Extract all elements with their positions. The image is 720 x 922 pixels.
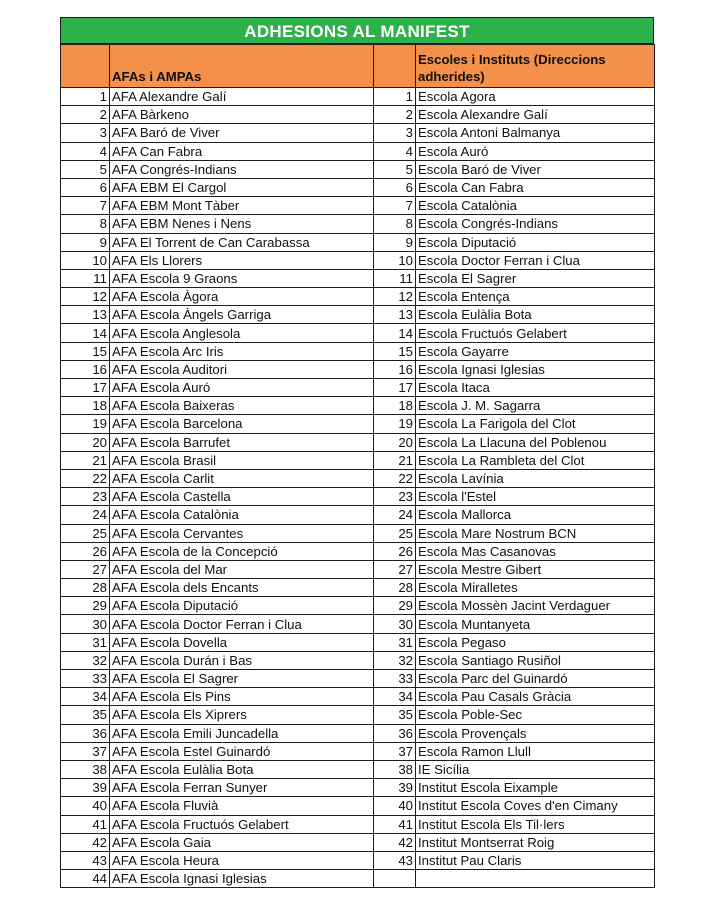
sheet-title: ADHESIONS AL MANIFEST <box>60 17 654 44</box>
escola-name <box>416 870 655 888</box>
table-row <box>61 451 655 469</box>
afa-name: AFA Can Fabra <box>110 142 374 160</box>
afa-number: 11 <box>61 269 110 287</box>
afa-number: 10 <box>61 251 110 269</box>
afa-number: 25 <box>61 524 110 542</box>
afa-number: 43 <box>61 851 110 869</box>
afa-name: AFA Escola El Sagrer <box>110 670 374 688</box>
afa-name: AFA Escola 9 Graons <box>110 269 374 287</box>
afa-number: 31 <box>61 633 110 651</box>
table-row <box>61 851 655 869</box>
escola-name: Escola Agora <box>416 88 655 106</box>
adhesions-table <box>60 44 655 888</box>
escola-number: 38 <box>374 760 416 778</box>
header-number-cell <box>61 45 110 88</box>
table-row <box>61 797 655 815</box>
escola-number: 25 <box>374 524 416 542</box>
afa-number: 37 <box>61 742 110 760</box>
table-row <box>61 397 655 415</box>
afa-number: 8 <box>61 215 110 233</box>
table-row <box>61 379 655 397</box>
afa-name: AFA Escola Catalònia <box>110 506 374 524</box>
escola-number: 29 <box>374 597 416 615</box>
escola-name: Escola Diputació <box>416 233 655 251</box>
escola-name: Escola Alexandre Galí <box>416 106 655 124</box>
escola-name: Escola Mare Nostrum BCN <box>416 524 655 542</box>
afa-name: AFA Escola Emili Juncadella <box>110 724 374 742</box>
table-row <box>61 324 655 342</box>
afa-name: AFA Escola Cervantes <box>110 524 374 542</box>
escola-number: 21 <box>374 451 416 469</box>
header-row <box>61 45 655 88</box>
escola-name: Escola Ignasi Iglesias <box>416 360 655 378</box>
afa-number: 14 <box>61 324 110 342</box>
escola-number: 36 <box>374 724 416 742</box>
table-row <box>61 742 655 760</box>
afa-name: AFA Escola Doctor Ferran i Clua <box>110 615 374 633</box>
escola-name: Escola Itaca <box>416 379 655 397</box>
table-row <box>61 288 655 306</box>
escola-number: 22 <box>374 469 416 487</box>
escola-number: 7 <box>374 197 416 215</box>
afa-name: AFA Escola Barcelona <box>110 415 374 433</box>
escola-name: Escola Can Fabra <box>416 178 655 196</box>
afa-number: 44 <box>61 870 110 888</box>
afa-number: 23 <box>61 488 110 506</box>
table-row <box>61 488 655 506</box>
escola-number: 15 <box>374 342 416 360</box>
afa-number: 38 <box>61 760 110 778</box>
afa-name: AFA Escola Àngels Garriga <box>110 306 374 324</box>
table-row <box>61 197 655 215</box>
escola-number: 39 <box>374 779 416 797</box>
table-row <box>61 269 655 287</box>
afa-number: 42 <box>61 833 110 851</box>
escola-name: Institut Escola Eixample <box>416 779 655 797</box>
afa-name: AFA Escola Heura <box>110 851 374 869</box>
escola-number: 23 <box>374 488 416 506</box>
afa-number: 22 <box>61 469 110 487</box>
escola-number: 42 <box>374 833 416 851</box>
afa-number: 15 <box>61 342 110 360</box>
escola-number: 3 <box>374 124 416 142</box>
afa-name: AFA Escola Durán i Bas <box>110 651 374 669</box>
afa-number: 12 <box>61 288 110 306</box>
escola-name: Escola Poble-Sec <box>416 706 655 724</box>
escola-name: Escola Congrés-Indians <box>416 215 655 233</box>
escola-number: 9 <box>374 233 416 251</box>
afa-number: 18 <box>61 397 110 415</box>
escola-name: Escola Santiago Rusiñol <box>416 651 655 669</box>
escola-name: Escola Mas Casanovas <box>416 542 655 560</box>
escola-name: Escola Pau Casals Gràcia <box>416 688 655 706</box>
escola-name: Escola Lavínia <box>416 469 655 487</box>
escola-name: Escola Parc del Guinardó <box>416 670 655 688</box>
table-row <box>61 706 655 724</box>
table-row <box>61 542 655 560</box>
escola-name: Escola Antoni Balmanya <box>416 124 655 142</box>
escola-number: 18 <box>374 397 416 415</box>
escola-name: Escola Catalònia <box>416 197 655 215</box>
afa-name: AFA Baró de Viver <box>110 124 374 142</box>
table-row <box>61 142 655 160</box>
table-row <box>61 215 655 233</box>
afa-name: AFA Escola Diputació <box>110 597 374 615</box>
afa-name: AFA El Torrent de Can Carabassa <box>110 233 374 251</box>
escola-number: 10 <box>374 251 416 269</box>
afa-name: AFA Escola Ignasi Iglesias <box>110 870 374 888</box>
escola-name: Escola Provençals <box>416 724 655 742</box>
table-row <box>61 815 655 833</box>
afa-number: 40 <box>61 797 110 815</box>
escola-name: Institut Escola Els Til·lers <box>416 815 655 833</box>
escola-number <box>374 870 416 888</box>
afa-number: 41 <box>61 815 110 833</box>
table-row <box>61 469 655 487</box>
table-row <box>61 833 655 851</box>
escola-number: 17 <box>374 379 416 397</box>
afa-name: AFA Escola Brasil <box>110 451 374 469</box>
table-row <box>61 579 655 597</box>
afa-number: 6 <box>61 178 110 196</box>
afa-name: AFA Escola Àgora <box>110 288 374 306</box>
escola-number: 2 <box>374 106 416 124</box>
table-row <box>61 724 655 742</box>
escola-name: Escola Eulàlia Bota <box>416 306 655 324</box>
afa-name: AFA Escola de la Concepció <box>110 542 374 560</box>
afa-number: 19 <box>61 415 110 433</box>
afa-number: 29 <box>61 597 110 615</box>
escola-number: 41 <box>374 815 416 833</box>
afa-name: AFA Escola del Mar <box>110 560 374 578</box>
afa-number: 39 <box>61 779 110 797</box>
table-row <box>61 415 655 433</box>
escola-name: IE Sicília <box>416 760 655 778</box>
table-row <box>61 342 655 360</box>
afa-number: 26 <box>61 542 110 560</box>
escola-number: 24 <box>374 506 416 524</box>
escola-number: 12 <box>374 288 416 306</box>
afa-number: 21 <box>61 451 110 469</box>
escola-name: Escola Fructuós Gelabert <box>416 324 655 342</box>
afa-name: AFA Escola Auró <box>110 379 374 397</box>
afa-number: 17 <box>61 379 110 397</box>
escola-name: Escola Doctor Ferran i Clua <box>416 251 655 269</box>
afa-name: AFA Escola Auditori <box>110 360 374 378</box>
escola-name: Escola La Rambleta del Clot <box>416 451 655 469</box>
escola-name: Escola La Llacuna del Poblenou <box>416 433 655 451</box>
afa-name: AFA Escola Gaia <box>110 833 374 851</box>
afa-name: AFA Alexandre Galí <box>110 88 374 106</box>
afa-name: AFA Escola Arc Iris <box>110 342 374 360</box>
afa-number: 1 <box>61 88 110 106</box>
afa-name: AFA Escola Barrufet <box>110 433 374 451</box>
table-row <box>61 615 655 633</box>
escola-name: Escola La Farigola del Clot <box>416 415 655 433</box>
afa-name: AFA Escola Carlit <box>110 469 374 487</box>
escola-number: 32 <box>374 651 416 669</box>
afa-name: AFA Escola Estel Guinardó <box>110 742 374 760</box>
afa-number: 34 <box>61 688 110 706</box>
escola-number: 19 <box>374 415 416 433</box>
escola-name: Escola Mestre Gibert <box>416 560 655 578</box>
escola-name: Escola Mallorca <box>416 506 655 524</box>
escola-number: 5 <box>374 160 416 178</box>
escola-number: 14 <box>374 324 416 342</box>
escola-number: 31 <box>374 633 416 651</box>
escola-name: Escola Ramon Llull <box>416 742 655 760</box>
afa-name: AFA Escola Fluvià <box>110 797 374 815</box>
afa-number: 20 <box>61 433 110 451</box>
table-row <box>61 506 655 524</box>
afa-name: AFA Bàrkeno <box>110 106 374 124</box>
table-row <box>61 251 655 269</box>
table-row <box>61 651 655 669</box>
afa-name: AFA Escola Els Pins <box>110 688 374 706</box>
afa-number: 32 <box>61 651 110 669</box>
afa-number: 24 <box>61 506 110 524</box>
afa-number: 35 <box>61 706 110 724</box>
escola-name: Escola Miralletes <box>416 579 655 597</box>
afa-name: AFA EBM Mont Tàber <box>110 197 374 215</box>
afa-number: 16 <box>61 360 110 378</box>
escola-number: 20 <box>374 433 416 451</box>
escola-name: Institut Pau Claris <box>416 851 655 869</box>
escola-number: 43 <box>374 851 416 869</box>
table-row <box>61 124 655 142</box>
table-row <box>61 88 655 106</box>
afa-number: 3 <box>61 124 110 142</box>
afa-number: 2 <box>61 106 110 124</box>
table-row <box>61 233 655 251</box>
escola-number: 6 <box>374 178 416 196</box>
table-row <box>61 306 655 324</box>
escola-number: 30 <box>374 615 416 633</box>
header-afas: AFAs i AMPAs <box>110 45 374 88</box>
table-row <box>61 597 655 615</box>
escola-number: 28 <box>374 579 416 597</box>
afa-number: 4 <box>61 142 110 160</box>
afa-name: AFA Els Llorers <box>110 251 374 269</box>
escola-name: Escola Baró de Viver <box>416 160 655 178</box>
afa-name: AFA Escola Els Xiprers <box>110 706 374 724</box>
escola-number: 4 <box>374 142 416 160</box>
escola-name: Escola Pegaso <box>416 633 655 651</box>
escola-number: 26 <box>374 542 416 560</box>
spreadsheet <box>60 17 654 888</box>
escola-name: Escola Entença <box>416 288 655 306</box>
escola-number: 40 <box>374 797 416 815</box>
escola-name: Escola J. M. Sagarra <box>416 397 655 415</box>
table-row <box>61 433 655 451</box>
afa-name: AFA Escola Ferran Sunyer <box>110 779 374 797</box>
afa-number: 36 <box>61 724 110 742</box>
escola-name: Escola El Sagrer <box>416 269 655 287</box>
escola-name: Escola Mossèn Jacint Verdaguer <box>416 597 655 615</box>
afa-name: AFA EBM El Cargol <box>110 178 374 196</box>
escola-number: 35 <box>374 706 416 724</box>
afa-name: AFA Escola Dovella <box>110 633 374 651</box>
escola-name: Escola l'Estel <box>416 488 655 506</box>
table-row <box>61 524 655 542</box>
afa-number: 13 <box>61 306 110 324</box>
afa-name: AFA Escola Anglesola <box>110 324 374 342</box>
table-row <box>61 160 655 178</box>
escola-name: Escola Gayarre <box>416 342 655 360</box>
escola-number: 33 <box>374 670 416 688</box>
afa-name: AFA EBM Nenes i Nens <box>110 215 374 233</box>
afa-number: 7 <box>61 197 110 215</box>
afa-name: AFA Escola dels Encants <box>110 579 374 597</box>
afa-number: 27 <box>61 560 110 578</box>
table-row <box>61 178 655 196</box>
afa-number: 5 <box>61 160 110 178</box>
afa-number: 33 <box>61 670 110 688</box>
escola-number: 16 <box>374 360 416 378</box>
table-row <box>61 760 655 778</box>
escola-number: 11 <box>374 269 416 287</box>
escola-name: Escola Muntanyeta <box>416 615 655 633</box>
afa-name: AFA Escola Baixeras <box>110 397 374 415</box>
escola-number: 8 <box>374 215 416 233</box>
afa-number: 30 <box>61 615 110 633</box>
afa-name: AFA Escola Fructuós Gelabert <box>110 815 374 833</box>
escola-number: 34 <box>374 688 416 706</box>
table-row <box>61 106 655 124</box>
table-row <box>61 560 655 578</box>
escola-name: Escola Auró <box>416 142 655 160</box>
escola-number: 37 <box>374 742 416 760</box>
escola-number: 27 <box>374 560 416 578</box>
escola-name: Institut Escola Coves d'en Cimany <box>416 797 655 815</box>
afa-number: 28 <box>61 579 110 597</box>
escola-name: Institut Montserrat Roig <box>416 833 655 851</box>
escola-number: 1 <box>374 88 416 106</box>
header-escoles: Escoles i Instituts (Direccions adherides) <box>416 45 655 88</box>
escola-number: 13 <box>374 306 416 324</box>
table-row <box>61 688 655 706</box>
afa-number: 9 <box>61 233 110 251</box>
header-number-cell <box>374 45 416 88</box>
afa-name: AFA Escola Castella <box>110 488 374 506</box>
table-row <box>61 670 655 688</box>
table-row <box>61 779 655 797</box>
table-row <box>61 633 655 651</box>
afa-name: AFA Congrés-Indians <box>110 160 374 178</box>
table-row <box>61 360 655 378</box>
table-row <box>61 870 655 888</box>
afa-name: AFA Escola Eulàlia Bota <box>110 760 374 778</box>
